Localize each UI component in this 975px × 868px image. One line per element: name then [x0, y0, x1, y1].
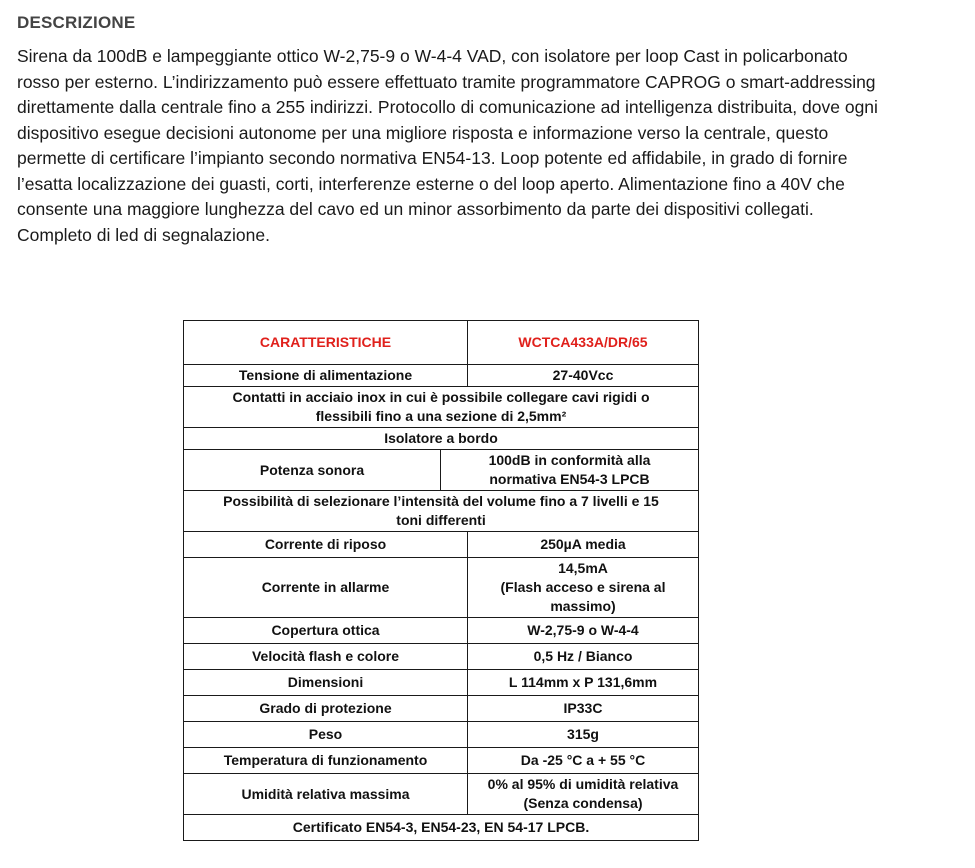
- table-row: [184, 696, 699, 722]
- specifications-table: [183, 320, 699, 841]
- row-isolatore: Isolatore a bordo: [184, 428, 699, 450]
- row-value-allarme-line: massimo): [550, 598, 616, 614]
- description-line: l’esatta localizzazione dei guasti, corti, interferenze esterne o del loop aperto. Alimentazione fino a 40V che: [17, 173, 845, 194]
- row-label-potenza: Potenza sonora: [184, 450, 441, 491]
- row-value-grado: IP33C: [468, 696, 699, 722]
- row-value-riposo: 250µA media: [468, 532, 699, 558]
- row-label-dimensioni: Dimensioni: [184, 670, 468, 696]
- table-row: [184, 670, 699, 696]
- row-label-umidita: Umidità relativa massima: [184, 774, 468, 815]
- table-row: [184, 532, 699, 558]
- description-line: direttamente dalla centrale fino a 255 indirizzi. Protocollo di comunicazione ad intelligenza distribuita, dove ogni: [17, 97, 878, 117]
- row-label-tensione: Tensione di alimentazione: [184, 365, 468, 387]
- table-row: [184, 722, 699, 748]
- row-value-umidita-line: (Senza condensa): [523, 795, 643, 811]
- table-row: [184, 365, 699, 387]
- row-value-allarme-line: 14,5mA: [558, 560, 608, 576]
- row-contatti-line: flessibili fino a una sezione di 2,5mm²: [315, 408, 567, 424]
- row-value-temperatura: Da -25 °C a + 55 °C: [468, 748, 699, 774]
- row-value-allarme: [468, 558, 699, 618]
- table-row: [184, 428, 699, 450]
- row-value-potenza-line: 100dB in conformità alla: [488, 452, 651, 468]
- row-possibilita: [184, 491, 699, 532]
- row-value-allarme-line: (Flash acceso e sirena al: [500, 579, 666, 595]
- section-heading: DESCRIZIONE: [17, 13, 136, 32]
- table-row: [184, 618, 699, 644]
- description-line: rosso per esterno. L’indirizzamento può essere effettuato tramite programmatore CAPROG o smart-addressing: [17, 71, 876, 92]
- row-possibilita-line: Possibilità di selezionare l’intensità del volume fino a 7 livelli e 15: [223, 493, 659, 509]
- row-label-temperatura: Temperatura di funzionamento: [184, 748, 468, 774]
- row-contatti-line: Contatti in acciaio inox in cui è possibile collegare cavi rigidi o: [232, 389, 650, 405]
- description-line: consente una maggiore lunghezza del cavo ed un minor assorbimento da parte dei dispositivi collegati.: [17, 199, 814, 219]
- row-value-velocita: 0,5 Hz / Bianco: [468, 644, 699, 670]
- row-label-riposo: Corrente di riposo: [184, 532, 468, 558]
- table-row: [184, 450, 699, 491]
- row-possibilita-line: toni differenti: [396, 512, 486, 528]
- row-value-umidita: [468, 774, 699, 815]
- row-label-copertura: Copertura ottica: [184, 618, 468, 644]
- table-header-row: [184, 321, 699, 365]
- row-contatti: [184, 387, 699, 428]
- table-row: [184, 558, 699, 618]
- table-row: [184, 387, 699, 428]
- row-value-potenza: [441, 450, 699, 491]
- row-value-tensione: 27-40Vcc: [468, 365, 699, 387]
- table-row: [184, 644, 699, 670]
- row-label-velocita: Velocità flash e colore: [184, 644, 468, 670]
- table-row: [184, 774, 699, 815]
- row-label-grado: Grado di protezione: [184, 696, 468, 722]
- table-row: [184, 748, 699, 774]
- description-line: dispositivo esegue decisioni autonome per una migliore risposta e informazione verso la centrale, questo: [17, 122, 829, 143]
- description-paragraph: [17, 44, 975, 248]
- table-row: [184, 491, 699, 532]
- row-label-allarme: Corrente in allarme: [184, 558, 468, 618]
- row-value-peso: 315g: [468, 722, 699, 748]
- description-line: permette di certificare l’impianto secondo normativa EN54-13. Loop potente ed affidabile, in grado di fornire: [17, 148, 848, 168]
- header-model-code: WCTCA433A/DR/65: [468, 321, 699, 365]
- row-value-dimensioni: L 114mm x P 131,6mm: [468, 670, 699, 696]
- row-value-copertura: W-2,75-9 o W-4-4: [468, 618, 699, 644]
- row-certificato: Certificato EN54-3, EN54-23, EN 54-17 LPCB.: [184, 815, 699, 841]
- table-row: [184, 815, 699, 841]
- header-characteristics: CARATTERISTICHE: [184, 321, 468, 365]
- description-line: Completo di led di segnalazione.: [17, 224, 270, 245]
- row-value-umidita-line: 0% al 95% di umidità relativa: [487, 776, 679, 792]
- row-label-peso: Peso: [184, 722, 468, 748]
- description-line: Sirena da 100dB e lampeggiante ottico W-2,75-9 o W-4-4 VAD, con isolatore per loop Cast in policarbonato: [17, 46, 848, 66]
- row-value-potenza-line: normativa EN54-3 LPCB: [489, 471, 650, 487]
